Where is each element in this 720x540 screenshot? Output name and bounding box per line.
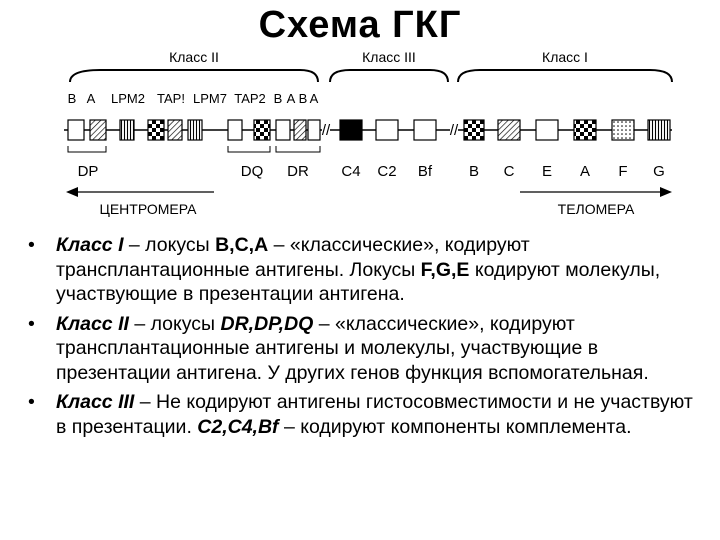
gene-box-tap1-a (148, 120, 164, 140)
break-mark-2: // (449, 122, 459, 139)
gene-label-class1-a: A (579, 163, 591, 180)
gene-label-class1-e: E (541, 163, 553, 180)
gene-label-lpm2: LPM2 (111, 91, 145, 106)
gene-box-f (612, 120, 634, 140)
gene-label-a3: A (309, 91, 319, 106)
telomere-arrowhead (660, 187, 672, 197)
bullet-text: – локусы (128, 312, 221, 335)
gene-label-class1-b: B (468, 163, 480, 180)
gene-box-dp-b (68, 120, 84, 140)
gene-label-c4: C4 (341, 163, 361, 180)
gene-label-class1-c: C (503, 163, 515, 180)
gene-box-tap2-b (254, 120, 270, 140)
bullet-heading: Класс III (56, 391, 135, 413)
bullet-bold-loci: B,C,A (215, 234, 269, 256)
gene-box-tap2-a (228, 120, 242, 140)
gene-label-c2: C2 (377, 163, 397, 180)
gene-box-dr-b (294, 120, 306, 140)
gene-box-c (498, 120, 520, 140)
bullet-marker: • (28, 312, 35, 335)
class-i-label: Класс I (542, 49, 588, 65)
gene-box-lpm7 (188, 120, 202, 140)
gene-label-a: A (86, 91, 96, 106)
mhc-gene-map-diagram (0, 0, 720, 230)
bullet-class-i (28, 233, 700, 307)
bullet-marker: • (28, 234, 35, 256)
class-iii-brace (330, 70, 448, 82)
break-mark-1: // (321, 122, 331, 139)
bullet-list (28, 233, 700, 444)
gene-box-c4 (340, 120, 362, 140)
class-iii-label: Класс III (362, 49, 416, 65)
gene-box-e (536, 120, 558, 140)
bullet-text: – «классические», кодируют трансплантационные антигены и молекулы, участвующие в презентации антигена. У других генов функция вспомогательная. (56, 312, 649, 384)
gene-label-tap2: TAP2 (234, 91, 266, 106)
gene-box-c2 (376, 120, 398, 140)
gene-label-class1-f: F (618, 163, 628, 180)
bullet-class-ii (28, 312, 700, 386)
gene-box-tap1-b (168, 120, 182, 140)
gene-box-dr-a (308, 120, 320, 140)
bullet-text: – Не кодируют антигены гистосовместимости и не участвуют в презентации. (56, 391, 693, 438)
bullet-text: – «классические», кодируют трансплантационные антигены. Локусы (56, 234, 530, 281)
bullet-heading: Класс II (56, 312, 129, 335)
slide-title: Схема ГКГ (258, 4, 462, 46)
region-label-dq: DQ (240, 163, 264, 180)
bullet-bold-loci: DR,DP,DQ (220, 312, 314, 335)
bullet-heading: Класс I (56, 234, 124, 256)
bullet-bold-loci: C2,C4,Bf (197, 415, 279, 438)
gene-label-b2: B (273, 91, 283, 106)
bullet-text: кодируют молекулы, участвующие в презентации антигена. (56, 258, 661, 305)
dp-bracket (68, 146, 106, 152)
gene-box-dp-a (90, 120, 106, 140)
gene-label-lpm7: LPM7 (193, 91, 227, 106)
gene-box-lpm2 (120, 120, 134, 140)
gene-label-bf: Bf (417, 163, 433, 180)
gene-box-g (648, 120, 670, 140)
gene-label-b: B (67, 91, 77, 106)
gene-label-b3: B (298, 91, 308, 106)
gene-box-bf (414, 120, 436, 140)
centromere-arrowhead (66, 187, 78, 197)
region-label-dr: DR (287, 163, 309, 180)
dr-bracket (276, 146, 320, 152)
class-ii-brace (70, 70, 318, 82)
gene-box-b (464, 120, 484, 140)
bullet-marker: • (28, 391, 35, 413)
gene-label-a2: A (286, 91, 296, 106)
region-label-dp: DP (77, 163, 99, 180)
bullet-text: – кодируют компоненты комплемента. (278, 415, 632, 438)
bullet-bold-loci: F,G,E (420, 258, 470, 281)
gene-label-tap1: TAP! (157, 91, 185, 106)
gene-box-dq-a (276, 120, 290, 140)
gene-label-class1-g: G (653, 163, 665, 180)
gene-box-a (574, 120, 596, 140)
centromere-label: ЦЕНТРОМЕРА (99, 201, 197, 217)
class-i-brace (458, 70, 672, 82)
telomere-label: ТЕЛОМЕРА (557, 201, 635, 217)
dq-bracket (228, 146, 270, 152)
class-ii-label: Класс II (169, 49, 219, 65)
bullet-class-iii (28, 390, 700, 439)
bullet-text: – локусы (123, 234, 216, 256)
